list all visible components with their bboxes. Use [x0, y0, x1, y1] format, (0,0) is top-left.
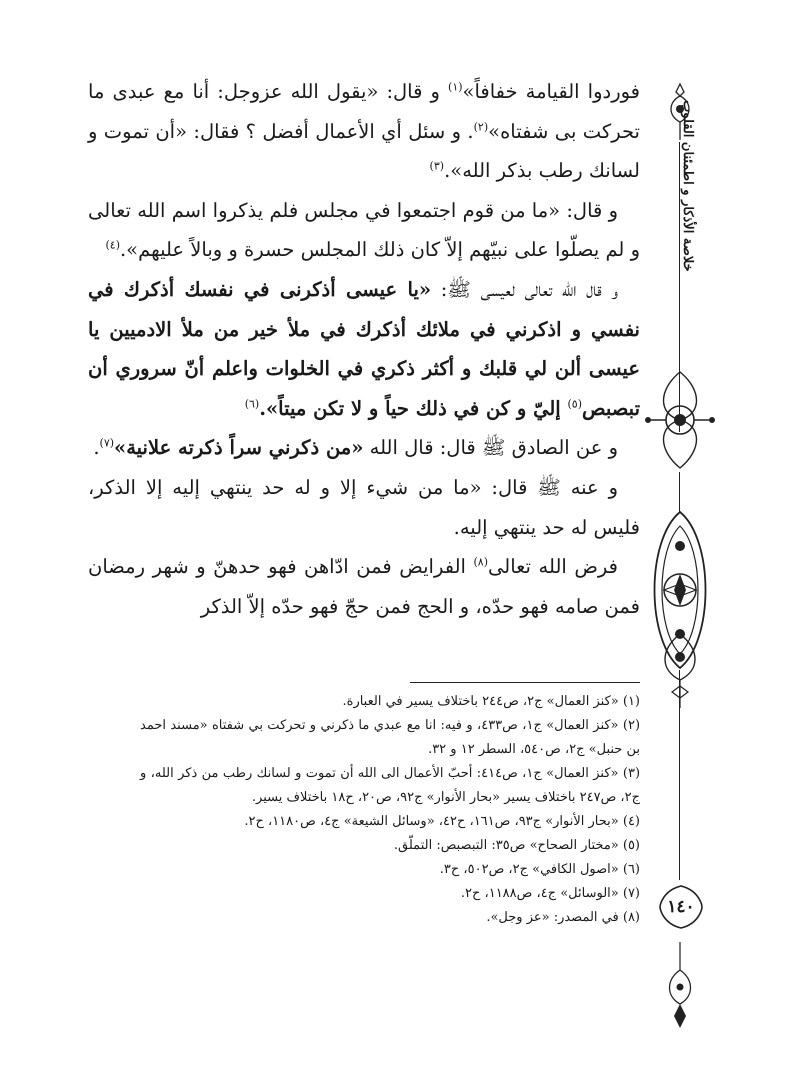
running-side-title: خلاصة الأذكار و اطمئنان القلوب — [680, 100, 695, 272]
page-number: ١٤٠ — [667, 897, 695, 917]
ornament-medallion-upper-icon — [640, 370, 720, 470]
text-run: و عنه ﷺ قال: «ما من شيء إلا و له حد ينتهي إليه إلا الذكر، فليس له حد ينتهي إليه. — [88, 475, 640, 539]
text-run: . و سئل أي الأعمال أفضل ؟ فقال: «أن تموت و لسانك رطب بذكر الله». — [88, 119, 640, 183]
footnote-4: (٤) «بحار الأنوار» ج٩٣، ص١٦١، ح٤٢، «وسائل الشيعة» ج٤، ص١١٨٠، ح٢. — [244, 814, 640, 829]
text-run: . — [93, 436, 100, 460]
text-run: و قال: «ما من قوم اجتمعوا في مجلس فلم يذكروا اسم الله تعالى و لم يصلّوا على نبيّهم إلاّ كان ذلك المجلس حسرة و وبالاً عليهم». — [88, 198, 640, 262]
bold-quote-text: إليّ و كن في ذلك حياً و لا تكن ميتاً». — [259, 396, 568, 420]
paragraph — [88, 270, 640, 428]
footnote-marker: (٦) — [244, 397, 260, 411]
paragraph — [88, 72, 640, 191]
page-number-badge — [658, 884, 704, 930]
text-run: فوردوا القيامة خفافاً» — [462, 80, 641, 103]
text-run: الفرايض فمن ادّاهن فهو حدهنّ و شهر رمضان فمن صامه فهو حدّه، و الحج فمن حجّ فهو حدّه إلاّ الذكر — [88, 555, 640, 618]
footnote-8: (٨) في المصدر: «عز وجل». — [486, 910, 640, 925]
footnote-marker: (١) — [448, 80, 463, 94]
footnote-marker: (٧) — [99, 436, 115, 450]
footnote-2: (٢) «كنز العمال» ج١، ص٤٣٣، و فيه: انا مع عبدي ما ذكرني و تحركت بي شفتاه «مسند احمد بن حنبل» ج٢، ص٥٤٠، السطر ١٢ و ٣٢. — [140, 718, 641, 757]
footnote-3: (٣) «كنز العمال» ج١، ص٤١٤: أحبّ الأعمال الى الله أن تموت و لسانك رطب من ذكر الله، و ج٢، ص٢٤٧ باختلاف يسير «بحار الأنوار» ج٩٢، ص٢٠، ح١٨ باختلاف يسير. — [140, 766, 641, 805]
footnotes — [140, 690, 640, 930]
paragraph — [88, 191, 640, 270]
footnote-marker: (٨) — [473, 555, 489, 569]
text-run: و عن الصادق ﷺ قال: قال الله — [363, 436, 618, 460]
bold-quote-text: «يا عيسى أذكرنى في نفسك أذكرك في نفسي و اذكرني في ملائك أذكرك في ملأ خير من ملأ الادميين يا عيسى ألن لي قلبك و أكثر ذكري في الخلوات واعلم أنّ سروري أن تبصبص — [88, 277, 640, 420]
footnote-marker: (٤) — [105, 238, 120, 252]
footnote-6: (٦) «اصول الكافي» ج٢، ص٥٠٢، ح٣. — [439, 862, 640, 877]
footnote-1: (١) «كنز العمال» ج٢، ص٢٤٤ باختلاف يسير في العبارة. — [342, 694, 640, 709]
ornament-lower-icon — [650, 630, 710, 710]
paragraph — [88, 468, 640, 547]
text-run: فرض الله تعالى — [488, 555, 618, 579]
bold-quote-text: «من ذكرني سراً ذكرته علانية» — [114, 436, 364, 460]
main-text — [88, 72, 640, 626]
footnote-marker: (٥) — [567, 397, 582, 411]
footnote-5: (٥) «مختار الصحاح» ص٣٥: التبصبص: التملّق. — [393, 838, 640, 853]
footnote-marker: (٢) — [473, 120, 489, 134]
footnote-marker: (٣) — [429, 159, 445, 173]
ornament-bottom-icon — [660, 940, 700, 1030]
paragraph — [88, 547, 640, 626]
paragraph — [88, 428, 640, 468]
footnote-7: (٧) «الوسائل» ج٤، ص١١٨٨، ح٢. — [460, 886, 640, 901]
text-run: و قال: «يقول الله عزوجل: أنا مع عبدى ما تحركت بى شفتاه» — [88, 80, 640, 143]
footnote-separator — [410, 682, 640, 683]
text-run: و قال الله تعالى لعيسى ﷺ: — [431, 277, 618, 301]
